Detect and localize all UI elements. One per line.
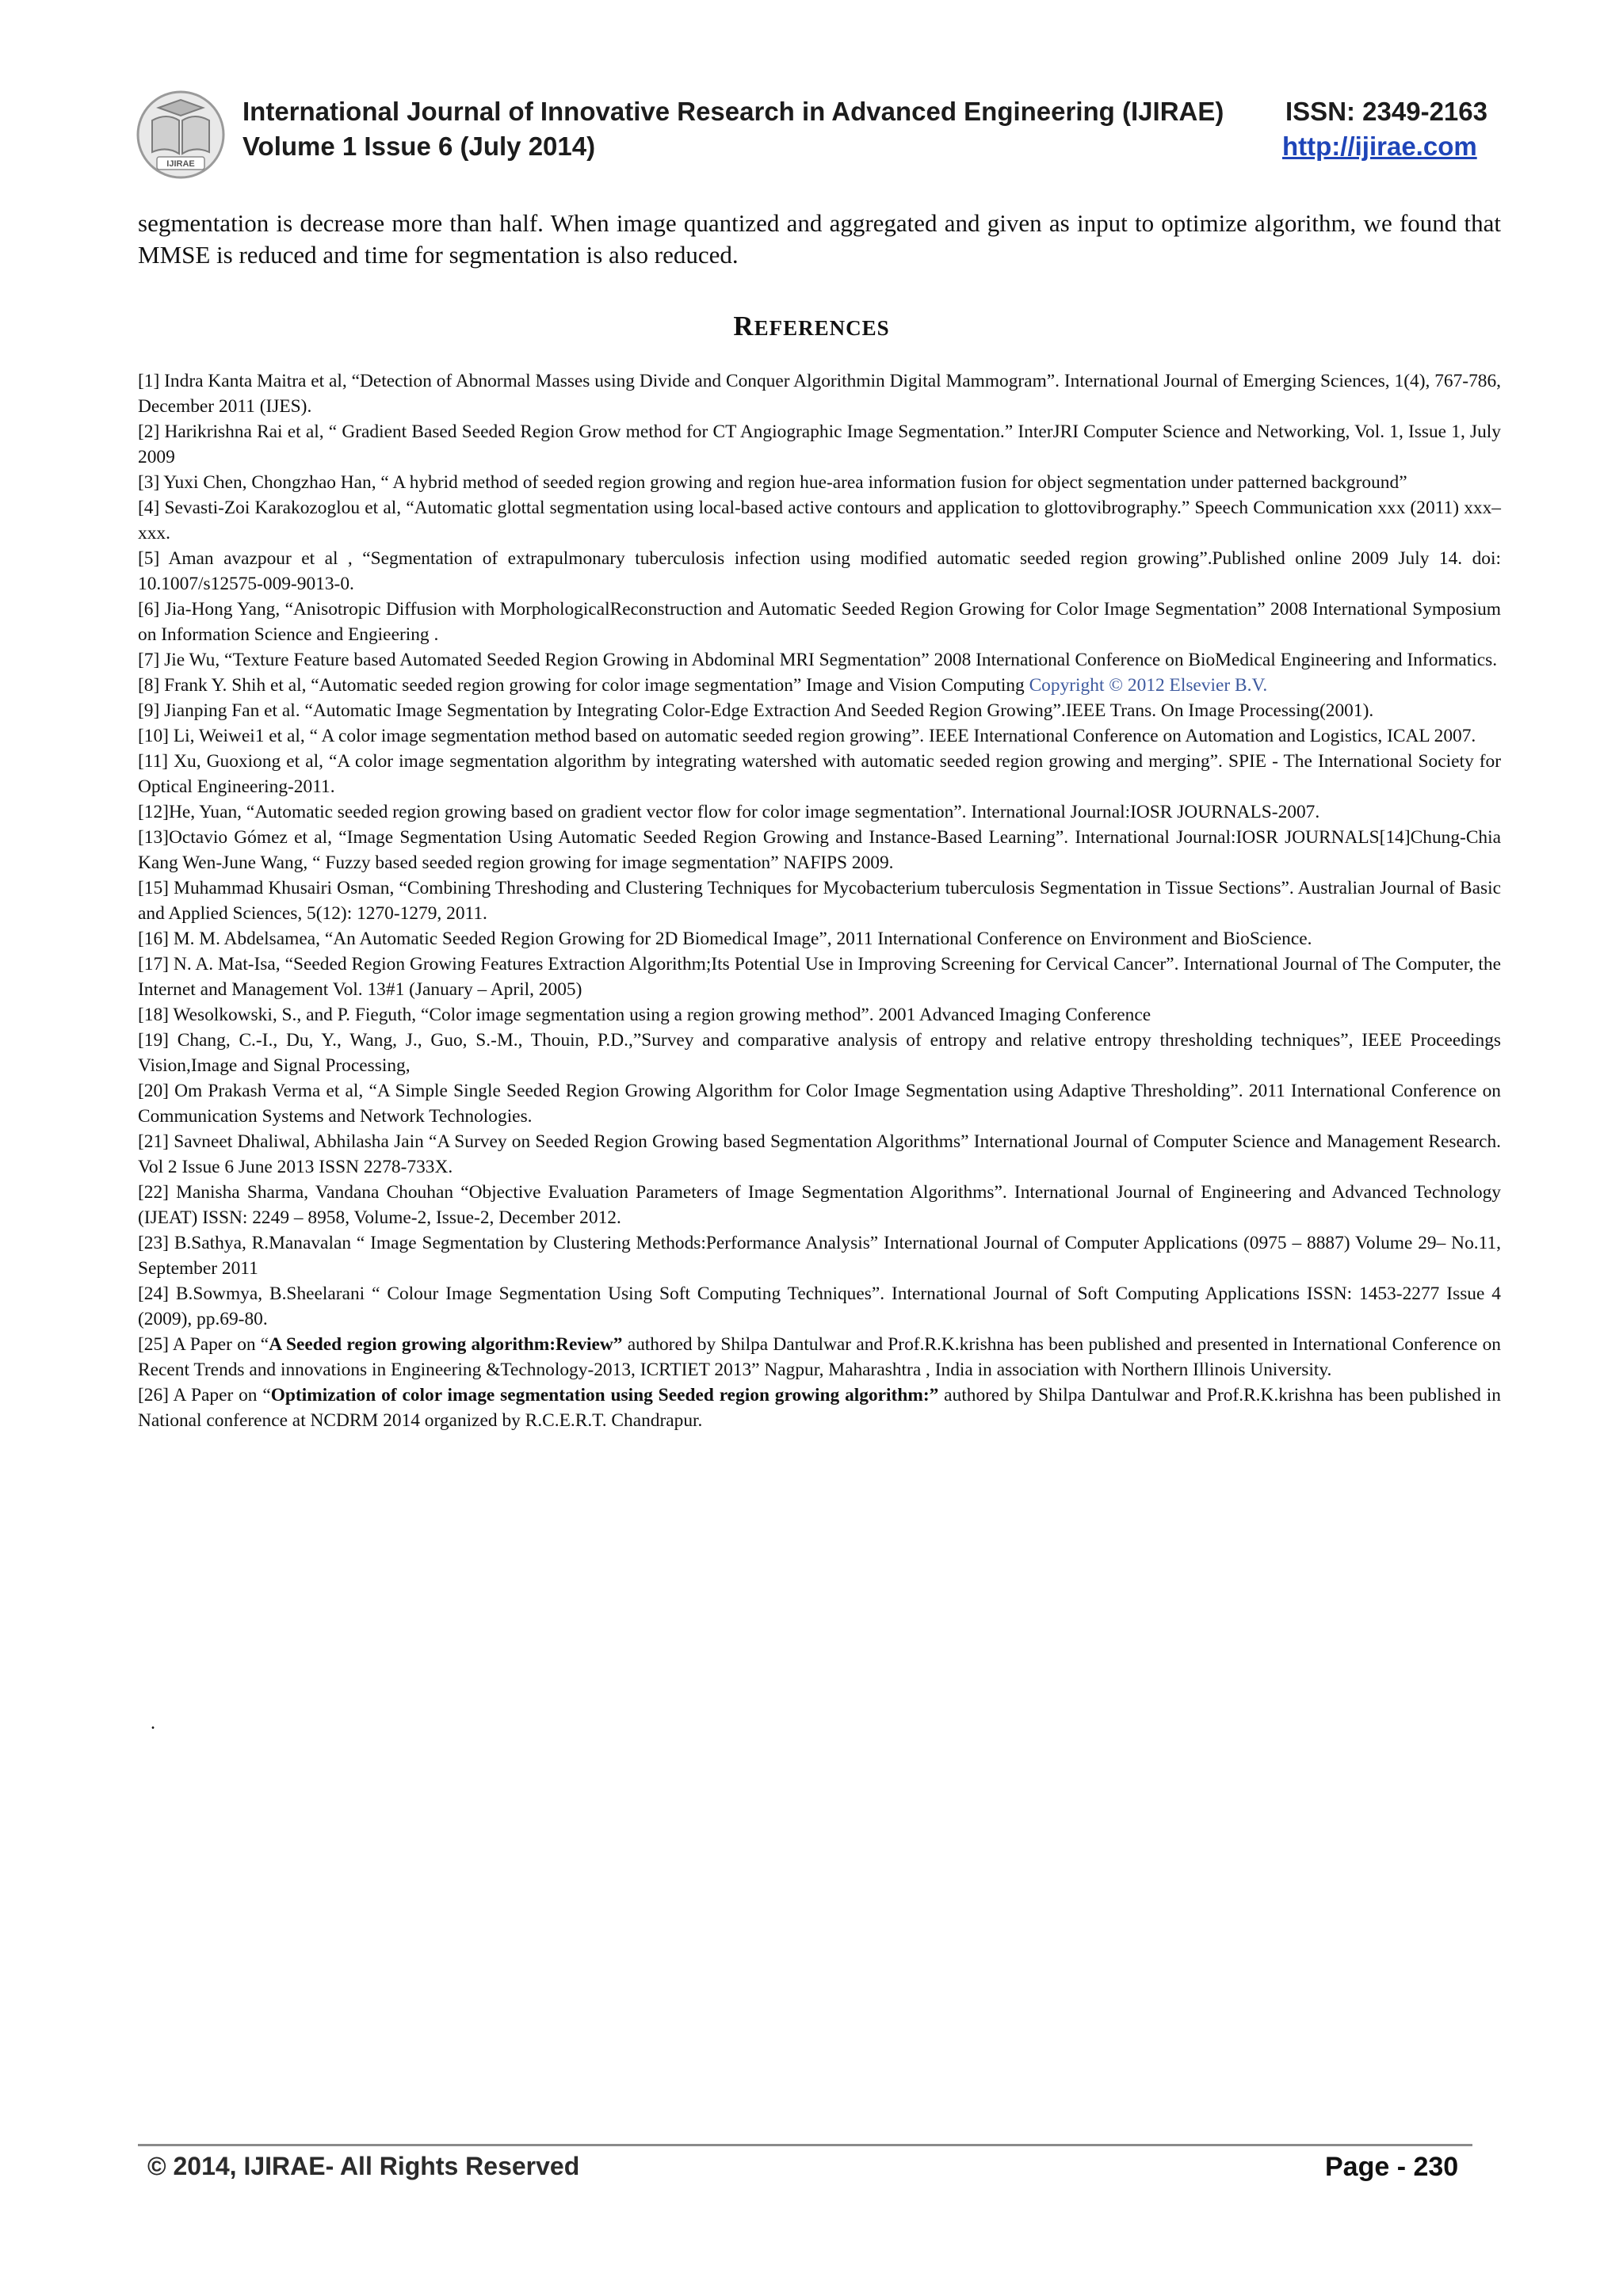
reference-bold-title: Optimization of color image segmentation using Seeded region growing algorithm:” [270, 1385, 939, 1405]
reference-item [138, 723, 1501, 749]
reference-text: [24] B.Sowmya, B.Sheelarani “ Colour Image Segmentation Using Soft Computing Techniques”. International Journal of Soft Computing Applications ISSN: 1453-2277 Issue 4 (2009), pp.69-80. [138, 1283, 1501, 1329]
reference-item [138, 597, 1501, 647]
reference-copyright: Copyright © 2012 Elsevier B.V. [1029, 675, 1268, 696]
reference-text: [18] Wesolkowski, S., and P. Fieguth, “Color image segmentation using a region growing method”. 2001 Advanced Imaging Conference [138, 1005, 1151, 1025]
reference-bold-title: A Seeded region growing algorithm:Review” [269, 1334, 623, 1355]
reference-item [138, 1028, 1501, 1078]
reference-item [138, 1281, 1501, 1332]
reference-text: [16] M. M. Abdelsamea, “An Automatic Seeded Region Growing for 2D Biomedical Image”, 2011 International Conference on Environment and BioScience. [138, 929, 1312, 949]
reference-text: [22] Manisha Sharma, Vandana Chouhan “Objective Evaluation Parameters of Image Segmentation Algorithms”. International Journal of Engineering and Advanced Technology (IJEAT) ISSN: 2249 – 8958, Volume-2, Issue-2, December 2012. [138, 1182, 1501, 1228]
journal-volume: Volume 1 Issue 6 (July 2014) [242, 132, 596, 161]
reference-item [138, 952, 1501, 1002]
reference-text: [11] Xu, Guoxiong et al, “A color image segmentation algorithm by integrating watershed with automatic seeded region growing and merging”. SPIE - The International Society for Optical Engineering-2011. [138, 751, 1501, 797]
footer-copyright: © 2014, IJIRAE- All Rights Reserved [147, 2152, 580, 2180]
reference-text: [10] Li, Weiwei1 et al, “ A color image segmentation method based on automatic seeded region growing”. IEEE International Conference on Automation and Logistics, ICAL 2007. [138, 726, 1476, 746]
reference-item [138, 749, 1501, 799]
reference-item [138, 698, 1501, 723]
references-heading-rest: EFERENCES [754, 316, 890, 340]
references-heading [0, 311, 1623, 342]
reference-item [138, 1230, 1501, 1281]
reference-text: [1] Indra Kanta Maitra et al, “Detection of Abnormal Masses using Divide and Conquer Algorithmin Digital Mammogram”. International Journal of Emerging Sciences, 1(4), 767-786, December 2011 (IJES). [138, 371, 1501, 417]
reference-item [138, 1078, 1501, 1129]
svg-text:IJIRAE: IJIRAE [166, 159, 195, 169]
reference-text: [21] Savneet Dhaliwal, Abhilasha Jain “A Survey on Seeded Region Growing based Segmentation Algorithms” International Journal of Computer Science and Management Research. Vol 2 Issue 6 June 2013 ISSN 2278-733X. [138, 1131, 1501, 1177]
reference-item [138, 368, 1501, 419]
reference-item [138, 495, 1501, 546]
reference-text: [17] N. A. Mat-Isa, “Seeded Region Growing Features Extraction Algorithm;Its Potential Use in Improving Screening for Cervical Cancer”. International Journal of The Computer, the Internet and Management Vol. 13#1 (January – April, 2005) [138, 954, 1501, 1000]
reference-text: [4] Sevasti-Zoi Karakozoglou et al, “Automatic glottal segmentation using local-based active contours and application to glottovibrography.” Speech Communication xxx (2011) xxx–xxx. [138, 498, 1501, 543]
journal-url-link[interactable]: http://ijirae.com [1282, 132, 1477, 161]
reference-item [138, 799, 1501, 825]
references-heading-initial: R [733, 311, 754, 341]
reference-text: [9] Jianping Fan et al. “Automatic Image Segmentation by Integrating Color-Edge Extraction And Seeded Region Growing”.IEEE Trans. On Image Processing(2001). [138, 700, 1374, 721]
reference-text: authored by Shilpa Dantulwar and Prof.R.K.krishna has been published and presented in International Conference on Recent Trends and innovations in Engineering &Technology-2013, ICRTIET 2013” Nagpur, Maharashtra , India in association with Northern Illinois University. [138, 1334, 1502, 1380]
reference-item [138, 1129, 1501, 1180]
reference-text: [13]Octavio Gómez et al, “Image Segmentation Using Automatic Seeded Region Growing and Instance-Based Learning”. International Journal:IOSR JOURNALS[14]Chung-Chia Kang Wen-June Wang, “ Fuzzy based seeded region growing for image segmentation” NAFIPS 2009. [138, 827, 1501, 873]
reference-item [138, 875, 1501, 926]
reference-item [138, 470, 1501, 495]
reference-item [138, 1002, 1501, 1028]
reference-text: [3] Yuxi Chen, Chongzhao Han, “ A hybrid method of seeded region growing and region hue-area information fusion for object segmentation under patterned background” [138, 472, 1407, 493]
references-list [138, 368, 1501, 1433]
reference-item [138, 1383, 1501, 1433]
page-number: Page - 230 [1325, 2152, 1459, 2182]
reference-text: [19] Chang, C.-I., Du, Y., Wang, J., Guo, S.-M., Thouin, P.D.,”Survey and comparative analysis of entropy and relative entropy thresholding techniques”, IEEE Proceedings Vision,Image and Signal Processing, [138, 1030, 1501, 1076]
reference-text: [7] Jie Wu, “Texture Feature based Automated Seeded Region Growing in Abdominal MRI Segmentation” 2008 International Conference on BioMedical Engineering and Informatics. [138, 650, 1498, 670]
reference-item [138, 1332, 1501, 1383]
journal-logo-icon [135, 89, 227, 181]
reference-item [138, 825, 1501, 875]
footer-divider [138, 2144, 1472, 2146]
reference-item [138, 419, 1501, 470]
reference-item [138, 647, 1501, 673]
reference-text: [26] A Paper on “ [138, 1385, 271, 1405]
intro-paragraph: segmentation is decrease more than half. When image quantized and aggregated and given as input to optimize algorithm, we found that MMSE is reduced and time for segmentation is also reduced. [138, 209, 1501, 269]
reference-text: [25] A Paper on “ [138, 1334, 269, 1355]
page-header [135, 89, 1487, 176]
reference-text: [12]He, Yuan, “Automatic seeded region growing based on gradient vector flow for color image segmentation”. International Journal:IOSR JOURNALS-2007. [138, 802, 1320, 822]
reference-text: [15] Muhammad Khusairi Osman, “Combining Threshoding and Clustering Techniques for Mycobacterium tuberculosis Segmentation in Tissue Sections”. Australian Journal of Basic and Applied Sciences, 5(12): 1270-1279, 2011. [138, 878, 1501, 924]
reference-item [138, 926, 1501, 952]
reference-text: authored by Shilpa Dantulwar and Prof.R.K.krishna has been published in National conference at NCDRM 2014 organized by R.C.E.R.T. Chandrapur. [138, 1385, 1502, 1431]
reference-text: [20] Om Prakash Verma et al, “A Simple Single Seeded Region Growing Algorithm for Color Image Segmentation using Adaptive Thresholding”. 2011 International Conference on Communication Systems and Network Technologies. [138, 1081, 1501, 1127]
stray-mark: . [151, 1713, 155, 1733]
reference-text: [2] Harikrishna Rai et al, “ Gradient Based Seeded Region Grow method for CT Angiographic Image Segmentation.” InterJRI Computer Science and Networking, Vol. 1, Issue 1, July 2009 [138, 421, 1501, 467]
reference-text: [6] Jia-Hong Yang, “Anisotropic Diffusion with MorphologicalReconstruction and Automatic Seeded Region Growing for Color Image Segmentation” 2008 International Symposium on Information Science and Engieering . [138, 599, 1501, 645]
reference-text: [8] Frank Y. Shih et al, “Automatic seeded region growing for color image segmentation” Image and Vision Computing [138, 675, 1029, 696]
reference-text: [5] Aman avazpour et al , “Segmentation of extrapulmonary tuberculosis infection using modified automatic seeded region growing”.Published online 2009 July 14. doi: 10.1007/s12575-009-9013-0. [138, 548, 1501, 594]
reference-item [138, 673, 1501, 698]
reference-text: [23] B.Sathya, R.Manavalan “ Image Segmentation by Clustering Methods:Performance Analysis” International Journal of Computer Applications (0975 – 8887) Volume 29– No.11, September 2011 [138, 1233, 1501, 1279]
journal-title: International Journal of Innovative Research in Advanced Engineering (IJIRAE) [242, 97, 1224, 126]
reference-item [138, 546, 1501, 597]
journal-issn: ISSN: 2349-2163 [1285, 97, 1487, 126]
reference-item [138, 1180, 1501, 1230]
